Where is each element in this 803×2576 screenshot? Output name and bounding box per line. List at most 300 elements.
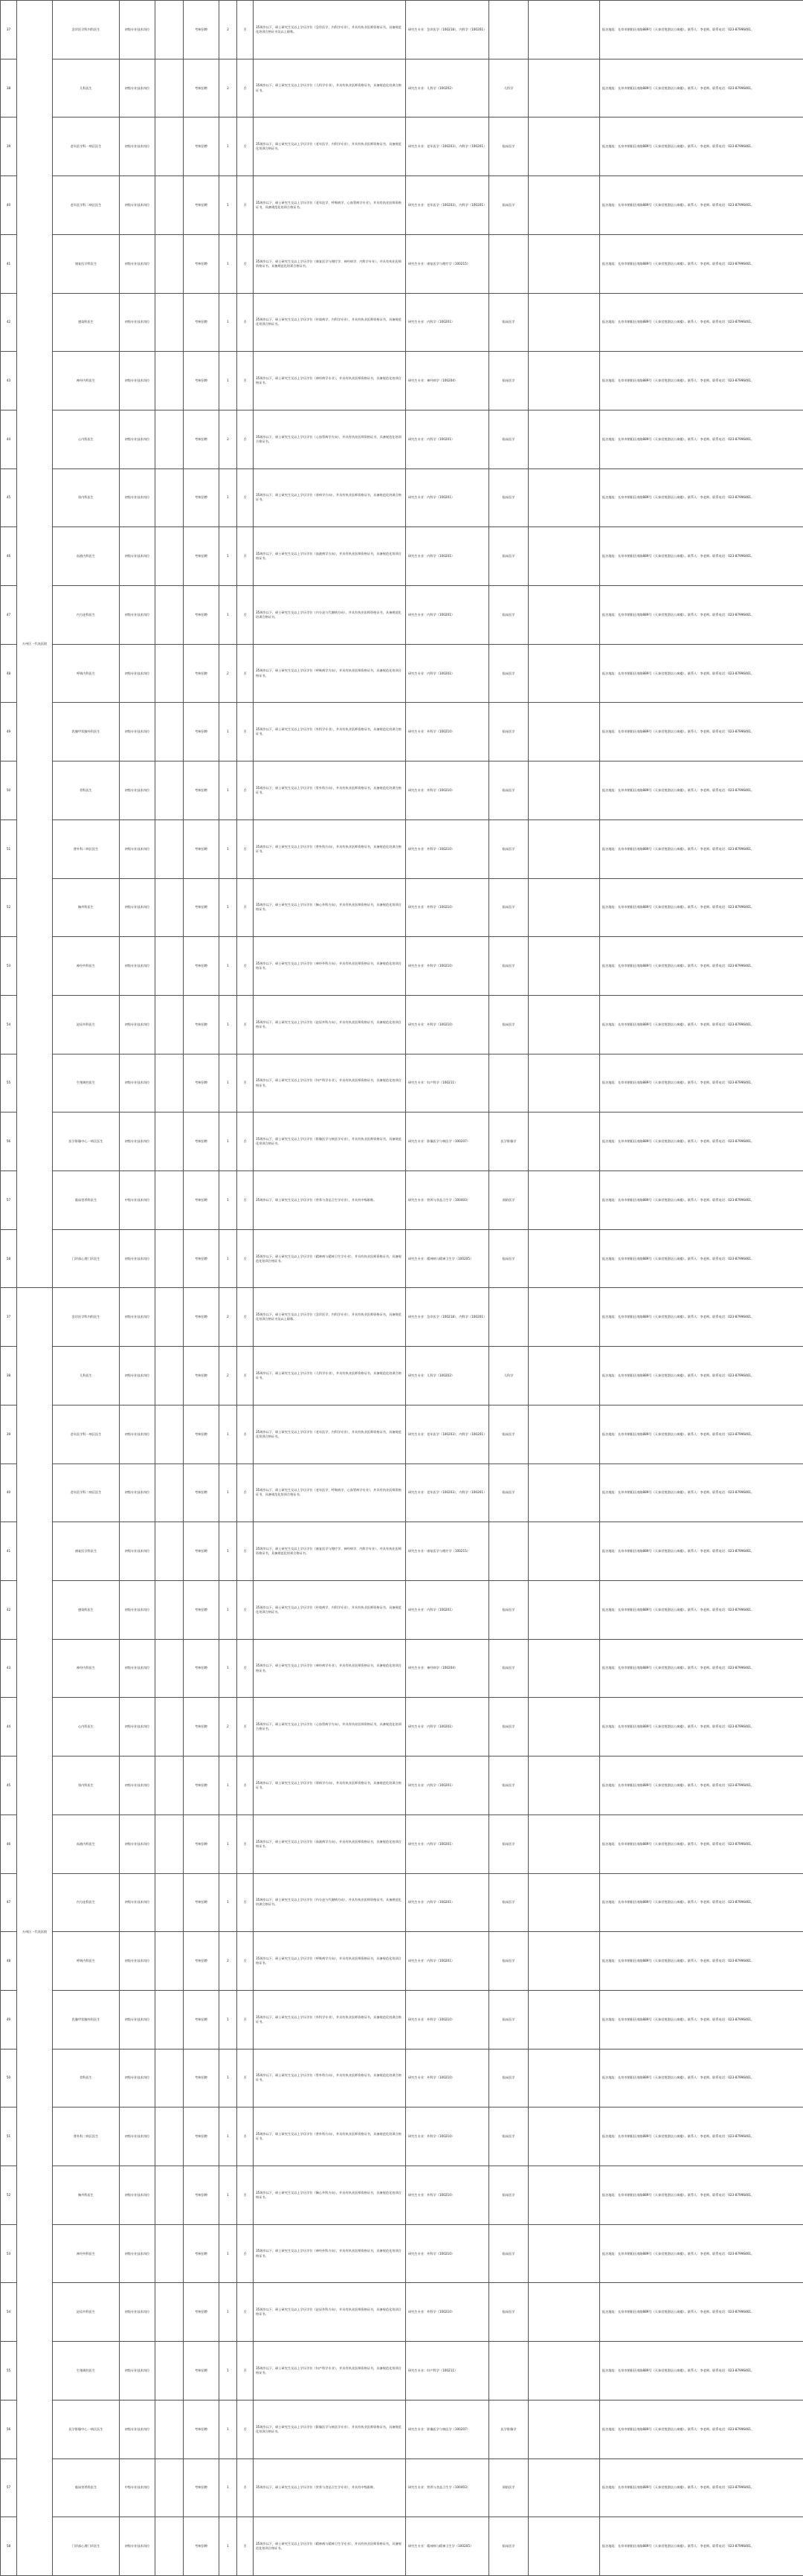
recruit-count-cell: 1 [219,2283,237,2342]
row-number-cell: 52 [1,2166,17,2225]
post-category-cell: 初级专业技术岗位 [120,1698,155,1756]
post-category-cell: 初级专业技术岗位 [120,468,155,527]
major-codes-cell: 研究生专业：内科学（100201） [406,1815,489,1873]
gender-limit-cell: 否 [237,352,254,410]
remarks-cell [529,644,600,703]
recruit-count-cell: 1 [219,1171,237,1230]
table-row [1,1464,803,1522]
recruit-count-cell: 1 [219,468,237,527]
contact-info-cell: 报名地址：长寿市朝阳区南路889号（天泰君悦酒店公寓楼）。联系人：李老师。联系电话：023-87996461。 [600,2049,803,2108]
post-level-cell [155,410,184,468]
post-category-cell: 初级专业技术岗位 [120,1288,155,1347]
post-category-cell: 初级专业技术岗位 [120,2342,155,2400]
discipline-cell: 临床医学 [489,1756,529,1815]
post-level-cell [155,703,184,761]
row-number-cell: 54 [1,995,17,1054]
table-body [1,1,803,2576]
major-codes-cell: 研究生专业：影像医学与核医学（100207） [406,1112,489,1171]
recruit-count-cell: 1 [219,527,237,586]
remarks-cell [529,2049,600,2108]
major-codes-cell: 研究生专业：康复医学与理疗学（100215） [406,1522,489,1581]
remarks-cell [529,1990,600,2049]
contact-info-cell: 报名地址：长寿市朝阳区南路889号（天泰君悦酒店公寓楼）。联系人：李老师。联系电话：023-87996461。 [600,468,803,527]
remarks-cell [529,820,600,878]
post-category-cell: 初级专业技术岗位 [120,995,155,1054]
table-row [1,527,803,586]
post-level-cell [155,820,184,878]
gender-limit-cell: 否 [237,2108,254,2166]
requirements-cell: 35周岁以下，硕士研究生及以上学历学位（外科学专业），并具有执业医师资格证书，具备规范化培训合格证书。 [254,1990,406,2049]
row-number-cell: 43 [1,352,17,410]
recruit-count-cell: 1 [219,2400,237,2459]
post-category-cell: 初级专业技术岗位 [120,527,155,586]
major-codes-cell: 研究生专业：精神病与精神卫生学（100205） [406,1229,489,1288]
post-name-cell: 康复医学科医生 [53,1522,120,1581]
requirements-cell: 35周岁以下，硕士研究生及以上学历学位（老年医学、呼吸病学、心血管病学专业），并具有执业医师资格证书，具备规范化培训合格证书。 [254,176,406,235]
major-codes-cell: 研究生专业：影像医学与核医学（100207） [406,2400,489,2459]
row-number-cell: 43 [1,1639,17,1698]
gender-limit-cell: 否 [237,2283,254,2342]
recruit-method-cell: 考核招聘 [184,937,219,996]
major-codes-cell: 研究生专业：老年医学（100203），内科学（100201） [406,1405,489,1464]
recruit-count-cell: 1 [219,2342,237,2400]
table-row [1,2049,803,2108]
contact-info-cell: 报名地址：长寿市朝阳区南路889号（天泰君悦酒店公寓楼）。联系人：李老师。联系电话：023-87996461。 [600,1990,803,2049]
gender-limit-cell: 否 [237,1522,254,1581]
row-number-cell: 47 [1,586,17,645]
requirements-cell: 35周岁以下，硕士研究生及以上学历学位（妇产科学专业），并具有执业医师资格证书，具备规范化培训合格证书。 [254,2342,406,2400]
contact-info-cell: 报名地址：长寿市朝阳区南路889号（天泰君悦酒店公寓楼）。联系人：李老师。联系电话：023-87996461。 [600,2459,803,2517]
recruit-count-cell: 2 [219,1347,237,1405]
post-category-cell: 初级专业技术岗位 [120,59,155,117]
requirements-cell: 35周岁以下，硕士研究生及以上学历学位（神经外科方向），并具有执业医师资格证书，具备规范化培训合格证书。 [254,937,406,996]
post-category-cell: 初级专业技术岗位 [120,2400,155,2459]
contact-info-cell: 报名地址：长寿市朝阳区南路889号（天泰君悦酒店公寓楼）。联系人：李老师。联系电话：023-87996461。 [600,352,803,410]
recruit-count-cell: 2 [219,1288,237,1347]
row-number-cell: 51 [1,2108,17,2166]
post-level-cell [155,586,184,645]
recruit-method-cell: 考核招聘 [184,2166,219,2225]
contact-info-cell: 报名地址：长寿市朝阳区南路889号（天泰君悦酒店公寓楼）。联系人：李老师。联系电话：023-87996461。 [600,117,803,176]
gender-limit-cell: 否 [237,1873,254,1932]
post-category-cell: 初级专业技术岗位 [120,2108,155,2166]
major-codes-cell: 研究生专业：儿科学（100202） [406,59,489,117]
gender-limit-cell: 否 [237,703,254,761]
post-level-cell [155,644,184,703]
requirements-cell: 35周岁以下，硕士研究生及以上学历学位（影像医学与核医学专业），并具有执业医师资格证书，具备规范化培训合格证书。 [254,2400,406,2459]
remarks-cell [529,1522,600,1581]
table-row [1,1698,803,1756]
post-category-cell: 初级专业技术岗位 [120,1815,155,1873]
post-level-cell [155,878,184,937]
remarks-cell [529,703,600,761]
recruit-count-cell: 1 [219,586,237,645]
post-name-cell: 临床营养科医生 [53,2459,120,2517]
requirements-cell: 35周岁以下，硕士研究生及以上学历学位（骨外科方向），并具有执业医师资格证书，具备规范化培训合格证书。 [254,761,406,820]
row-number-cell: 41 [1,1522,17,1581]
discipline-cell: 临床医学 [489,2108,529,2166]
major-codes-cell: 研究生专业：老年医学（100203），内科学（100201） [406,117,489,176]
major-codes-cell: 研究生专业：内科学（100201） [406,527,489,586]
recruit-method-cell: 考核招聘 [184,1464,219,1522]
requirements-cell: 35周岁以下，硕士研究生及以上学历学位（血液病学方向），并具有执业医师资格证书，具备规范化培训合格证书。 [254,527,406,586]
table-row [1,468,803,527]
discipline-cell: 临床医学 [489,1990,529,2049]
recruit-method-cell: 考核招聘 [184,644,219,703]
requirements-cell: 35周岁以下，硕士研究生及以上学历学位（妇产科学专业），并具有执业医师资格证书，具备规范化培训合格证书。 [254,1054,406,1112]
remarks-cell [529,1464,600,1522]
post-level-cell [155,2517,184,2576]
table-row [1,1873,803,1932]
recruit-method-cell: 考核招聘 [184,2517,219,2576]
major-codes-cell: 研究生专业：康复医学与理疗学（100215） [406,234,489,293]
major-codes-cell: 研究生专业：营养与食品卫生学（100403） [406,2459,489,2517]
requirements-cell: 35周岁以下，硕士研究生及以上学历学位（老年医学、内科学专业），并具有执业医师资格证书，具备规范化培训合格证书。 [254,1405,406,1464]
requirements-cell: 35周岁以下，硕士研究生及以上学历学位（康复医学与理疗学、神经病学、内科学专业），并具有执业医师资格证书，具备规范化培训合格证书。 [254,1522,406,1581]
post-level-cell [155,468,184,527]
post-category-cell: 初级专业技术岗位 [120,1112,155,1171]
post-name-cell: 临床营养科医生 [53,1171,120,1230]
recruit-count-cell: 2 [219,644,237,703]
gender-limit-cell: 否 [237,410,254,468]
post-name-cell: 乳腺甲状腺外科医生 [53,703,120,761]
recruit-count-cell: 1 [219,937,237,996]
discipline-cell: 临床医学 [489,1815,529,1873]
row-number-cell: 37 [1,1288,17,1347]
contact-info-cell: 报名地址：长寿市朝阳区南路889号（天泰君悦酒店公寓楼）。联系人：李老师。联系电话：023-87996461。 [600,1405,803,1464]
recruit-method-cell: 考核招聘 [184,1698,219,1756]
post-category-cell: 中级专业技术岗位 [120,1171,155,1230]
contact-info-cell: 报名地址：长寿市朝阳区南路889号（天泰君悦酒店公寓楼）。联系人：李老师。联系电话：023-87996461。 [600,59,803,117]
recruit-method-cell: 考核招聘 [184,995,219,1054]
table-row [1,995,803,1054]
row-number-cell: 45 [1,1756,17,1815]
post-level-cell [155,1464,184,1522]
contact-info-cell: 报名地址：长寿市朝阳区南路889号（天泰君悦酒店公寓楼）。联系人：李老师。联系电话：023-87996461。 [600,1464,803,1522]
table-row [1,176,803,235]
contact-info-cell: 报名地址：长寿市朝阳区南路889号（天泰君悦酒店公寓楼）。联系人：李老师。联系电话：023-87996461。 [600,1639,803,1698]
requirements-cell: 35周岁以下，硕士研究生及以上学历学位（胸心外科方向），并具有执业医师资格证书，具备规范化培训合格证书。 [254,878,406,937]
gender-limit-cell: 否 [237,1,254,59]
discipline-cell: 临床医学 [489,1580,529,1639]
post-name-cell: 老年医学科二病区医生 [53,1464,120,1522]
recruit-method-cell: 考核招聘 [184,293,219,352]
table-row [1,1990,803,2049]
remarks-cell [529,527,600,586]
requirements-cell: 35周岁以下，硕士研究生及以上学历学位（骨外科方向），并具有执业医师资格证书，具备规范化培训合格证书。 [254,2049,406,2108]
post-level-cell [155,2166,184,2225]
post-category-cell: 初级专业技术岗位 [120,352,155,410]
post-name-cell: 急诊医学科内科医生 [53,1288,120,1347]
post-category-cell: 初级专业技术岗位 [120,176,155,235]
contact-info-cell: 报名地址：长寿市朝阳区南路889号（天泰君悦酒店公寓楼）。联系人：李老师。联系电话：023-87996461。 [600,527,803,586]
gender-limit-cell: 否 [237,1639,254,1698]
recruit-method-cell: 考核招聘 [184,1,219,59]
recruit-count-cell: 1 [219,1873,237,1932]
row-number-cell: 42 [1,1580,17,1639]
post-category-cell: 初级专业技术岗位 [120,820,155,878]
remarks-cell [529,1932,600,1991]
discipline-cell: 儿科学 [489,1347,529,1405]
post-category-cell: 初级专业技术岗位 [120,2049,155,2108]
recruit-count-cell: 1 [219,703,237,761]
table-row [1,2517,803,2576]
major-codes-cell: 研究生专业：神经病学（100204） [406,352,489,410]
post-category-cell: 初级专业技术岗位 [120,703,155,761]
recruit-count-cell: 1 [219,2517,237,2576]
gender-limit-cell: 否 [237,1054,254,1112]
requirements-cell: 35周岁以下，硕士研究生及以上学历学位（内分泌与代谢病方向），并具有执业医师资格证书，具备规范化培训合格证书。 [254,1873,406,1932]
table-row [1,2459,803,2517]
table-row [1,1171,803,1230]
gender-limit-cell: 否 [237,2517,254,2576]
contact-info-cell: 报名地址：长寿市朝阳区南路889号（天泰君悦酒店公寓楼）。联系人：李老师。联系电话：023-87996461。 [600,586,803,645]
post-name-cell: 内分泌科医生 [53,1873,120,1932]
recruit-method-cell: 考核招聘 [184,117,219,176]
recruit-count-cell: 1 [219,1112,237,1171]
recruit-count-cell: 1 [219,1815,237,1873]
post-level-cell [155,761,184,820]
row-number-cell: 50 [1,2049,17,2108]
remarks-cell [529,1580,600,1639]
post-category-cell: 初级专业技术岗位 [120,2517,155,2576]
recruit-method-cell: 考核招聘 [184,1288,219,1347]
contact-info-cell: 报名地址：长寿市朝阳区南路889号（天泰君悦酒店公寓楼）。联系人：李老师。联系电话：023-87996461。 [600,1522,803,1581]
recruit-method-cell: 考核招聘 [184,703,219,761]
post-category-cell: 初级专业技术岗位 [120,1873,155,1932]
table-row [1,1229,803,1288]
major-codes-cell: 研究生专业：内科学（100201） [406,1756,489,1815]
gender-limit-cell: 否 [237,2342,254,2400]
requirements-cell: 35周岁以下，硕士研究生及以上学历学位（泌尿外科方向），并具有执业医师资格证书，具备规范化培训合格证书。 [254,995,406,1054]
remarks-cell [529,1815,600,1873]
recruit-method-cell: 考核招聘 [184,527,219,586]
post-name-cell: 神经内科医生 [53,1639,120,1698]
discipline-cell [489,1,529,59]
contact-info-cell: 报名地址：长寿市朝阳区南路889号（天泰君悦酒店公寓楼）。联系人：李老师。联系电话：023-87996461。 [600,1932,803,1991]
table-row [1,1522,803,1581]
post-name-cell: 骨科医生 [53,761,120,820]
post-level-cell [155,1054,184,1112]
gender-limit-cell: 否 [237,234,254,293]
requirements-cell: 35周岁以下，硕士研究生及以上学历学位（内分泌与代谢病方向），并具有执业医师资格证书，具备规范化培训合格证书。 [254,586,406,645]
post-category-cell: 初级专业技术岗位 [120,1990,155,2049]
post-name-cell: 感染科医生 [53,293,120,352]
gender-limit-cell: 否 [237,1756,254,1815]
post-name-cell: 肾内科医生 [53,468,120,527]
recruit-method-cell: 考核招聘 [184,1112,219,1171]
discipline-cell: 临床医学 [489,1639,529,1698]
major-codes-cell: 研究生专业：营养与食品卫生学（100403） [406,1171,489,1230]
row-number-cell: 53 [1,2224,17,2283]
major-codes-cell: 研究生专业：外科学（100210） [406,820,489,878]
discipline-cell: 临床医学 [489,293,529,352]
recruit-count-cell: 1 [219,234,237,293]
discipline-cell: 临床医学 [489,1229,529,1288]
table-row [1,293,803,352]
gender-limit-cell: 否 [237,468,254,527]
table-row [1,410,803,468]
discipline-cell: 临床医学 [489,644,529,703]
recruit-count-cell: 1 [219,2108,237,2166]
recruit-method-cell: 考核招聘 [184,59,219,117]
discipline-cell: 预防医学 [489,1171,529,1230]
recruit-count-cell: 2 [219,59,237,117]
remarks-cell [529,2459,600,2517]
row-number-cell: 42 [1,293,17,352]
discipline-cell: 临床医学 [489,995,529,1054]
remarks-cell [529,117,600,176]
post-name-cell: 神经外科医生 [53,937,120,996]
contact-info-cell: 报名地址：长寿市朝阳区南路889号（天泰君悦酒店公寓楼）。联系人：李老师。联系电话：023-87996461。 [600,1347,803,1405]
post-name-cell: 血液内科医生 [53,527,120,586]
row-number-cell: 58 [1,1229,17,1288]
remarks-cell [529,1698,600,1756]
major-codes-cell: 研究生专业：妇产科学（100211） [406,1054,489,1112]
gender-limit-cell: 否 [237,2459,254,2517]
post-name-cell: 门诊部心理门诊医生 [53,1229,120,1288]
requirements-cell: 35周岁以下，硕士研究生及以上学历学位（胸心外科方向），并具有执业医师资格证书，具备规范化培训合格证书。 [254,2166,406,2225]
post-name-cell: 感染科医生 [53,1580,120,1639]
table-row [1,2283,803,2342]
discipline-cell [489,2342,529,2400]
post-name-cell: 门诊部心理门诊医生 [53,2517,120,2576]
post-name-cell: 儿科医生 [53,1347,120,1405]
gender-limit-cell: 否 [237,1990,254,2049]
table-row [1,1639,803,1698]
requirements-cell: 35周岁以下，硕士研究生及以上学历学位（传染病学、内科学专业），并具有执业医师资格证书，具备规范化培训合格证书。 [254,293,406,352]
discipline-cell: 临床医学 [489,2517,529,2576]
discipline-cell: 临床医学 [489,2049,529,2108]
remarks-cell [529,1054,600,1112]
discipline-cell [489,1522,529,1581]
requirements-cell: 35周岁以下，硕士研究生及以上学历学位（肾病学方向），并具有执业医师资格证书，具备规范化培训合格证书。 [254,468,406,527]
major-codes-cell: 研究生专业：外科学（100210） [406,2166,489,2225]
recruit-method-cell: 考核招聘 [184,1054,219,1112]
major-codes-cell: 研究生专业：外科学（100210） [406,2049,489,2108]
requirements-cell: 35周岁以下，硕士研究生及以上学历学位（老年医学、内科学专业），并具有执业医师资格证书，具备规范化培训合格证书。 [254,117,406,176]
post-level-cell [155,1580,184,1639]
gender-limit-cell: 否 [237,644,254,703]
contact-info-cell: 报名地址：长寿市朝阳区南路889号（天泰君悦酒店公寓楼）。联系人：李老师。联系电话：023-87996461。 [600,1288,803,1347]
recruit-method-cell: 考核招聘 [184,1171,219,1230]
post-category-cell: 中级专业技术岗位 [120,2459,155,2517]
requirements-cell: 35周岁以下，硕士研究生及以上学历学位（血液病学方向），并具有执业医师资格证书，具备规范化培训合格证书。 [254,1815,406,1873]
remarks-cell [529,59,600,117]
remarks-cell [529,1112,600,1171]
post-level-cell [155,1229,184,1288]
table-row [1,878,803,937]
requirements-cell: 35周岁以下，硕士研究生及以上学历学位（外科学专业），并具有执业医师资格证书，具备规范化培训合格证书。 [254,703,406,761]
recruit-method-cell: 考核招聘 [184,1639,219,1698]
post-level-cell [155,293,184,352]
contact-info-cell: 报名地址：长寿市朝阳区南路889号（天泰君悦酒店公寓楼）。联系人：李老师。联系电话：023-87996461。 [600,2224,803,2283]
remarks-cell [529,2283,600,2342]
gender-limit-cell: 否 [237,937,254,996]
remarks-cell [529,937,600,996]
remarks-cell [529,1756,600,1815]
recruit-method-cell: 考核招聘 [184,2342,219,2400]
major-codes-cell: 研究生专业：外科学（100210） [406,1990,489,2049]
gender-limit-cell: 否 [237,995,254,1054]
recruit-count-cell: 1 [219,1522,237,1581]
table-row [1,1815,803,1873]
discipline-cell: 儿科学 [489,59,529,117]
discipline-cell: 临床医学 [489,2166,529,2225]
post-level-cell [155,2049,184,2108]
post-name-cell: 内分泌科医生 [53,586,120,645]
major-codes-cell: 研究生专业：精神病与精神卫生学（100205） [406,2517,489,2576]
discipline-cell: 临床医学 [489,527,529,586]
discipline-cell: 临床医学 [489,352,529,410]
remarks-cell [529,2400,600,2459]
recruit-count-cell: 1 [219,352,237,410]
post-category-cell: 初级专业技术岗位 [120,1639,155,1698]
contact-info-cell: 报名地址：长寿市朝阳区南路889号（天泰君悦酒店公寓楼）。联系人：李老师。联系电话：023-87996461。 [600,2400,803,2459]
post-level-cell [155,2108,184,2166]
post-name-cell: 胸外科医生 [53,2166,120,2225]
contact-info-cell: 报名地址：长寿市朝阳区南路889号（天泰君悦酒店公寓楼）。联系人：李老师。联系电话：023-87996461。 [600,410,803,468]
post-level-cell [155,1171,184,1230]
contact-info-cell: 报名地址：长寿市朝阳区南路889号（天泰君悦酒店公寓楼）。联系人：李老师。联系电话：023-87996461。 [600,1756,803,1815]
recruit-count-cell: 1 [219,176,237,235]
post-category-cell: 初级专业技术岗位 [120,937,155,996]
contact-info-cell: 报名地址：长寿市朝阳区南路889号（天泰君悦酒店公寓楼）。联系人：李老师。联系电话：023-87996461。 [600,234,803,293]
gender-limit-cell: 否 [237,820,254,878]
recruit-method-cell: 考核招聘 [184,761,219,820]
row-number-cell: 45 [1,468,17,527]
requirements-cell: 35周岁以下，硕士研究生及以上学历学位（泌尿外科方向），并具有执业医师资格证书，具备规范化培训合格证书。 [254,2283,406,2342]
post-level-cell [155,1347,184,1405]
recruit-method-cell: 考核招聘 [184,2049,219,2108]
contact-info-cell: 报名地址：长寿市朝阳区南路889号（天泰君悦酒店公寓楼）。联系人：李老师。联系电话：023-87996461。 [600,1112,803,1171]
gender-limit-cell: 否 [237,2166,254,2225]
recruit-method-cell: 考核招聘 [184,1347,219,1405]
gender-limit-cell: 否 [237,117,254,176]
contact-info-cell: 报名地址：长寿市朝阳区南路889号（天泰君悦酒店公寓楼）。联系人：李老师。联系电话：023-87996461。 [600,644,803,703]
discipline-cell: 临床医学 [489,878,529,937]
recruit-count-cell: 1 [219,2224,237,2283]
gender-limit-cell: 否 [237,2224,254,2283]
remarks-cell [529,2108,600,2166]
contact-info-cell: 报名地址：长寿市朝阳区南路889号（天泰君悦酒店公寓楼）。联系人：李老师。联系电话：023-87996461。 [600,2342,803,2400]
post-name-cell: 医学影像中心一病区医生 [53,2400,120,2459]
major-codes-cell: 研究生专业：外科学（100210） [406,878,489,937]
gender-limit-cell: 否 [237,1815,254,1873]
recruit-method-cell: 考核招聘 [184,1229,219,1288]
post-name-cell: 老年医学科二病区医生 [53,176,120,235]
post-name-cell: 泌尿外科医生 [53,2283,120,2342]
remarks-cell [529,761,600,820]
recruit-count-cell: 1 [219,1990,237,2049]
post-category-cell: 初级专业技术岗位 [120,586,155,645]
remarks-cell [529,1639,600,1698]
major-codes-cell: 研究生专业：神经病学（100204） [406,1639,489,1698]
gender-limit-cell: 否 [237,1405,254,1464]
discipline-cell: 临床医学 [489,176,529,235]
post-category-cell: 初级专业技术岗位 [120,1405,155,1464]
remarks-cell [529,2342,600,2400]
row-number-cell: 52 [1,878,17,937]
gender-limit-cell: 否 [237,586,254,645]
post-level-cell [155,2224,184,2283]
recruit-method-cell: 考核招聘 [184,2283,219,2342]
requirements-cell: 35周岁以下，硕士研究生及以上学历学位（精神病与精神卫生学专业），并具有执业医师资格证书，具备规范化培训合格证书。 [254,1229,406,1288]
row-number-cell: 57 [1,2459,17,2517]
recruit-method-cell: 考核招聘 [184,1522,219,1581]
remarks-cell [529,995,600,1054]
recruit-count-cell: 1 [219,293,237,352]
